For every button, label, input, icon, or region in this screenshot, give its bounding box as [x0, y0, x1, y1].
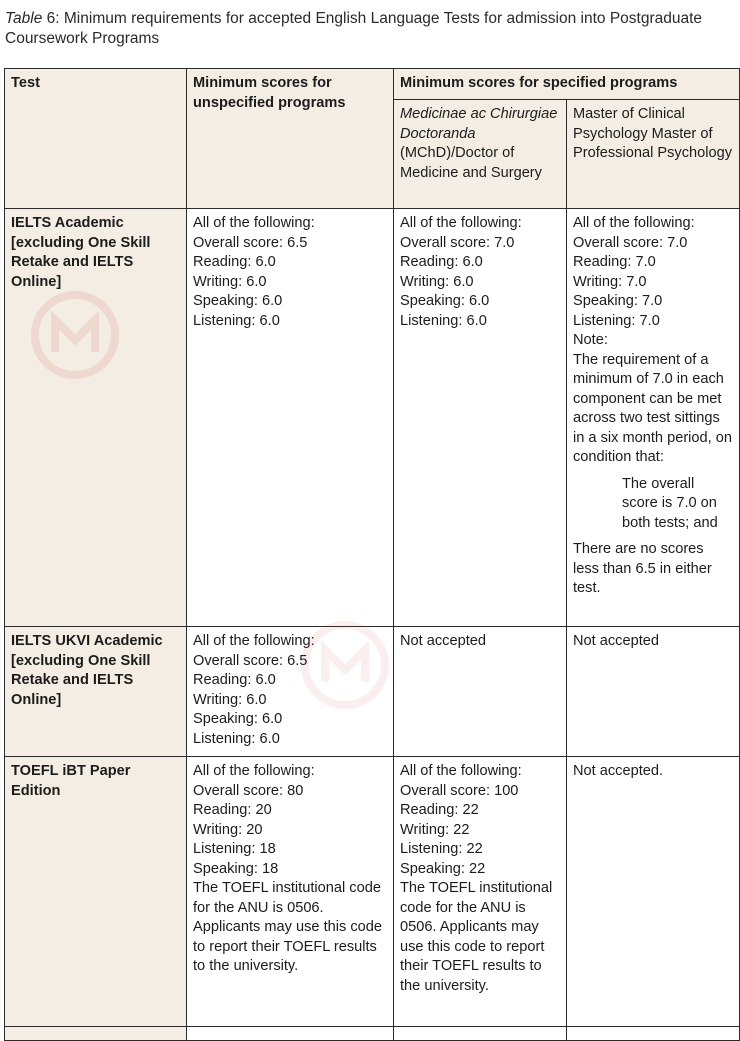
test-name: IELTS UKVI Academic [excluding One Skill Retake and IELTS Online] [5, 627, 187, 757]
test-name: IELTS Academic [excluding One Skill Retake and IELTS Online] [5, 209, 187, 627]
score-line: All of the following: [193, 763, 315, 779]
psychology-scores: Not accepted. [567, 757, 740, 1027]
next-row-edge [5, 1027, 740, 1041]
score-line: Listening: 22 [400, 841, 483, 857]
table-caption [5, 9, 735, 49]
score-line: Overall score: 7.0 [400, 234, 515, 251]
score-line: Speaking: 6.0 [400, 293, 490, 309]
score-line: All of the following: [193, 633, 315, 649]
score-line: Speaking: 6.0 [193, 711, 283, 727]
mchd-latin-name: Medicinae ac Chirurgiae Doctoranda [400, 106, 558, 142]
table-row [5, 627, 740, 757]
toefl-code-note: The TOEFL institutional code for the ANU is 0506. Applicants may use this code to report their TOEFL results to the university. [400, 880, 553, 994]
mchd-scores: Not accepted [394, 627, 567, 757]
subheader-psychology: Master of Clinical Psychology Master of Professional Psychology [567, 100, 740, 209]
score-line: Overall score: 100 [400, 782, 519, 799]
score-line: Overall score: 6.5 [193, 652, 308, 669]
score-line: Reading: 6.0 [193, 254, 276, 270]
test-name: TOEFL iBT Paper Edition [5, 757, 187, 1027]
score-line: Listening: 18 [193, 841, 276, 857]
unspecified-scores [187, 627, 394, 757]
score-line: Listening: 6.0 [193, 730, 280, 747]
header-unspecified: Minimum scores for unspecified programs [187, 69, 394, 209]
mchd-english-name: (MChD)/Doctor of Medicine and Surgery [400, 145, 542, 181]
caption-label: Table [5, 10, 43, 27]
score-line: All of the following: [400, 215, 522, 231]
score-line: All of the following: [573, 215, 695, 231]
next-row-cell [187, 1027, 394, 1041]
score-line: Speaking: 6.0 [193, 293, 283, 309]
score-line: Reading: 7.0 [573, 254, 656, 270]
next-row-cell [567, 1027, 740, 1041]
unspecified-scores [187, 757, 394, 1027]
table-row [5, 757, 740, 1027]
psychology-scores: Not accepted [567, 627, 740, 757]
score-line: Writing: 7.0 [573, 273, 647, 290]
caption-text: 6: Minimum requirements for accepted English Language Tests for admission into Postgraduate Coursework Programs [5, 10, 703, 47]
score-line: Reading: 6.0 [193, 672, 276, 688]
score-line: Reading: 20 [193, 802, 272, 818]
score-line: Writing: 6.0 [193, 691, 267, 708]
score-line: All of the following: [400, 763, 522, 779]
header-test: Test [5, 69, 187, 209]
score-line: Writing: 22 [400, 821, 470, 838]
note-label: Note: [573, 332, 608, 348]
score-line: Speaking: 18 [193, 860, 279, 877]
table-row [5, 209, 740, 627]
note-text: The requirement of a minimum of 7.0 in each component can be met across two test sittings in a six month period, on condition that: [573, 351, 732, 465]
toefl-code-note: The TOEFL institutional code for the ANU is 0506. Applicants may use this code to report their TOEFL results to the university. [193, 880, 383, 974]
mchd-scores [394, 757, 567, 1027]
next-row-cell [394, 1027, 567, 1041]
score-line: All of the following: [193, 215, 315, 231]
score-line: Writing: 6.0 [400, 273, 474, 290]
english-requirements-table [4, 68, 740, 1041]
score-line: Reading: 6.0 [400, 254, 483, 270]
score-line: Writing: 6.0 [193, 273, 267, 290]
score-line: Listening: 6.0 [400, 312, 487, 329]
psychology-scores [567, 209, 740, 627]
next-row-cell [5, 1027, 187, 1041]
score-line: Listening: 6.0 [193, 312, 280, 329]
score-line: Speaking: 7.0 [573, 293, 663, 309]
note-condition: The overall score is 7.0 on both tests; and [622, 475, 718, 531]
unspecified-scores [187, 209, 394, 627]
score-line: Overall score: 7.0 [573, 234, 688, 251]
header-row [5, 69, 740, 100]
score-line: Writing: 20 [193, 821, 263, 838]
score-line: Listening: 7.0 [573, 312, 660, 329]
mchd-scores [394, 209, 567, 627]
note-condition-end: There are no scores less than 6.5 in either test. [573, 541, 712, 596]
header-specified: Minimum scores for specified programs [394, 69, 740, 100]
score-line: Overall score: 6.5 [193, 234, 308, 251]
score-line: Reading: 22 [400, 802, 479, 818]
subheader-mchd [394, 100, 567, 209]
score-line: Overall score: 80 [193, 782, 304, 799]
score-line: Speaking: 22 [400, 860, 486, 877]
